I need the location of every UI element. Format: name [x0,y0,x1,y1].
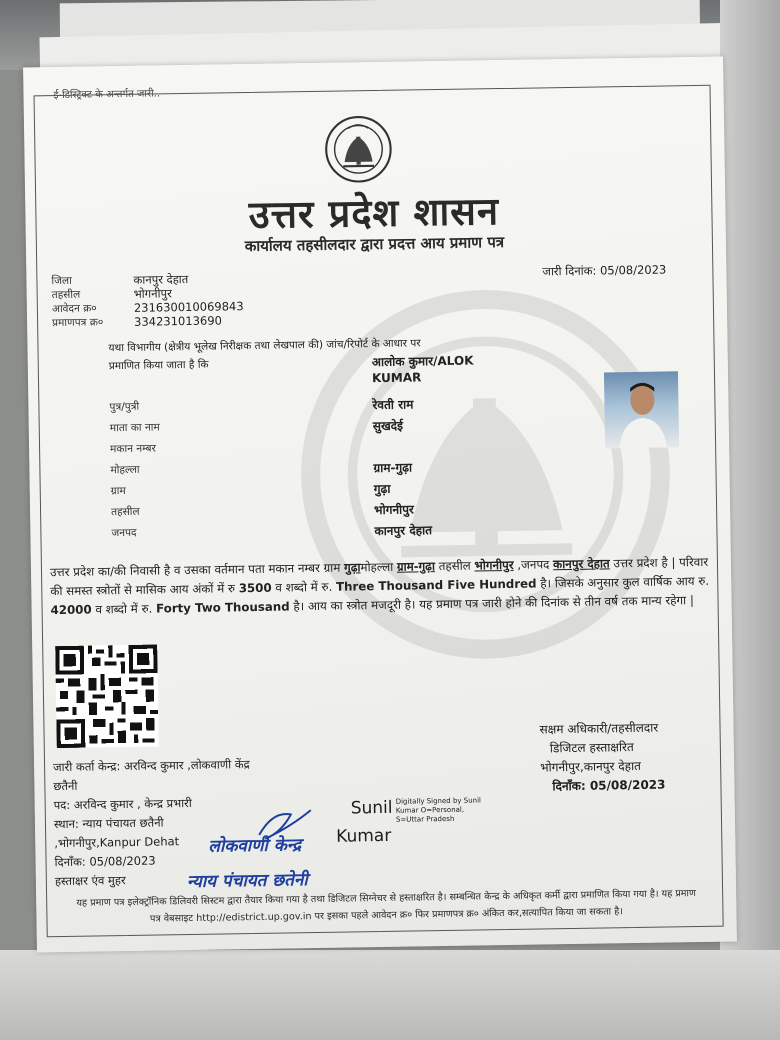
issue-date-value: 05/08/2023 [599,262,667,278]
para-text: व शब्दो में रु. [271,579,337,595]
intro-line-1: यथा विभागीय (क्षेत्रीय भूलेख निरीक्षक तथा लेखपाल की) जांच/रिपोर्ट के आधार पर [108,337,421,355]
background-bottom [0,950,780,1040]
issuer-line: स्थान: न्याय पंचायत छतैनी [53,815,164,832]
para-mohalla: ग्राम-गुढ़ा [396,559,436,574]
detail-value: गुढ़ा [373,481,391,497]
page-title: उत्तर प्रदेश शासन [248,188,500,238]
detail-label: माता का नाम [109,421,160,435]
issuer-line: दिनाँक: 05/08/2023 [54,853,156,870]
issue-date-label: जारी दिनांक: [542,263,597,279]
para-text: मोहल्ला [360,559,398,575]
detail-label: मकान नम्बर [110,442,156,456]
authority-line: भोगनीपुर,कानपुर देहात [540,758,642,775]
detail-value: कानपुर देहात [374,523,433,539]
monthly-income-words: Three Thousand Five Hundred [335,576,537,594]
para-tehsil: भोगनीपुर [474,557,514,573]
meta-value: 334231013690 [133,313,223,329]
detail-label: मोहल्ला [110,463,140,477]
para-text: उत्तर प्रदेश का/की निवासी है व उसका वर्तमान पता मकान नम्बर ग्राम [49,560,345,580]
authority-line: सक्षम अधिकारी/तहसीलदार [539,720,659,737]
para-village: गुढ़ा [344,560,361,575]
detail-label: तहसील [110,505,140,519]
edistrict-note: ई-डिस्ट्रिक्ट के अन्तर्गत जारी.. [53,88,161,102]
issuer-line: ,भोगनीपुर,Kanpur Dehat [54,834,180,851]
detail-fields [109,394,531,548]
qr-code-icon [55,645,159,749]
para-text: उत्तर प्रदेश है | परिवार की समस्त स्त्रोतों से मासिक आय अंकों में रु [50,554,709,599]
authority-line: डिजिटल हस्ताक्षरित [549,740,634,756]
detail-value: भोगनीपुर [373,502,414,518]
footer-line-1: यह प्रमाण पत्र इलेक्ट्रॉनिक डिलिवरी सिस्टम द्वारा तैयार किया गया है तथा डिजिटल सिग्नेचर से हस्ताक्षरित है। सम्बन्धित केन्द्र के अधिकृत कर्मी द्वारा प्रमाणित किया गया है। यह प्रमाण [76,888,697,909]
applicant-photo [604,371,679,448]
detail-value: सुखदेई [372,418,404,434]
issuer-line: पद: अरविन्द कुमार , केन्द्र प्रभारी [53,795,192,813]
digital-signature-first: Sunil [350,797,393,819]
authority-line: दिनाँक: 05/08/2023 [552,777,666,794]
meta-label: प्रमाणपत्र क्र० [52,316,104,330]
detail-label: ग्राम [110,484,126,498]
certificate-page [23,57,737,953]
detail-label: पुत्र/पुत्री [109,400,140,414]
certificate-border [34,85,724,938]
footer-line-2: पत्र वेबसाइट http://edistrict.up.gov.in पर इसका पहले आवेदन क्र० फिर प्रमाणपत्र क्र० अंकित कर,सत्यापित किया जा सकता है। [149,906,623,925]
applicant-name: आलोक कुमार/ALOK [371,353,474,370]
digital-signature-details [396,796,482,824]
meta-block [51,270,312,330]
certificate-subtitle: कार्यालय तहसीलदार द्वारा प्रदत्त आय प्रमाण पत्र [244,233,505,256]
detail-value: रेवती राम [372,397,414,413]
certificate-paragraph [50,553,711,620]
issue-date [542,262,666,279]
applicant-name-cont: KUMAR [371,370,422,386]
para-text: व शब्दो में रु. [91,601,157,617]
up-government-emblem-icon [323,113,394,186]
issuer-line: छतैनी [53,778,78,794]
para-district: कानपुर देहात [552,556,610,572]
meta-value: कानपुर देहात [133,271,189,287]
stamp-line-1: लोकवाणी केन्द्र [208,835,302,857]
meta-label: आवेदन क्र० [51,302,97,316]
annual-income: 42000 [50,602,92,618]
signature-detail: Kumar O=Personal, [395,805,465,815]
annual-income-words: Forty Two Thousand [155,599,290,616]
para-text: तहसील [434,558,475,574]
detail-value: ग्राम-गुढ़ा [373,460,413,476]
para-text: ,जनपद [513,557,554,572]
stamp-line-2: न्याय पंचायत छतेनी [186,870,308,893]
digital-signature-last: Kumar [336,825,392,847]
signature-detail: S=Uttar Pradesh [395,814,455,824]
person-photo-icon [604,371,679,448]
monthly-income: 3500 [238,580,272,596]
meta-label: तहसील [51,288,81,302]
issuer-line: जारी कर्ता केन्द्र: अरविन्द कुमार ,लोकवाणी केंद्र [52,757,250,775]
meta-value: भोगनीपुर [133,286,172,301]
para-text: है। जिसके अनुसार कुल वार्षिक आय रु. [536,573,710,591]
meta-row-certificate [52,312,312,330]
meta-label: जिला [51,274,72,288]
issuer-line: हस्ताक्षर एंव मुहर [54,873,126,889]
para-text: है। आय का स्त्रोत मजदूरी है। यह प्रमाण पत्र जारी होने की दिनांक से तीन वर्ष तक मान्य रहेगा | [289,593,695,614]
signature-detail: Digitally Signed by Sunil [395,796,482,806]
meta-value: 231630010069843 [133,299,244,315]
detail-label: जनपद [111,526,137,540]
intro-line-2: प्रमाणित किया जाता है कि [108,358,209,373]
authority-block [539,719,665,797]
